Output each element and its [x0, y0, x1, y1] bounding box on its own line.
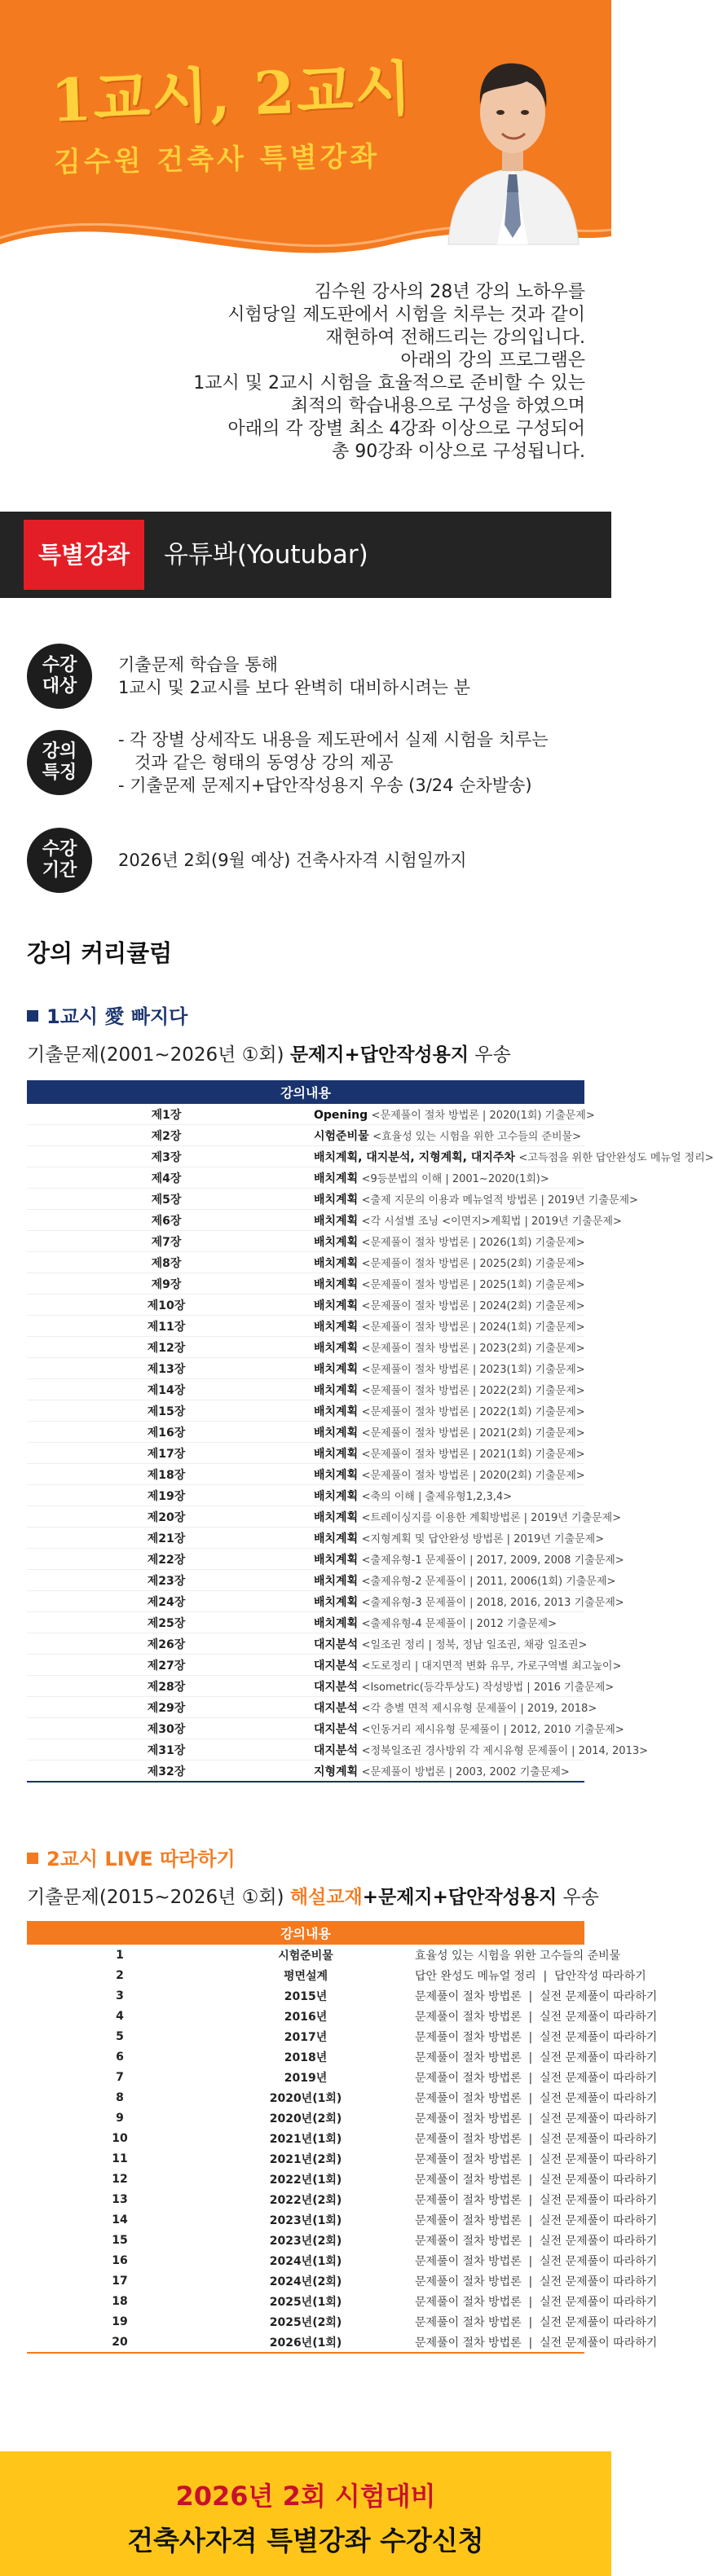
table-row	[27, 1506, 584, 1528]
chapter-detail: <출제 지문의 이용과 메뉴얼적 방법론 | 2019년 기출문제>	[361, 1193, 638, 1207]
lecture-year: 2026년(1회)	[213, 2332, 399, 2353]
chapter-detail: <고득점을 위한 답안완성도 메뉴얼 정리>	[518, 1151, 714, 1164]
lecture-year: 2025년(1회)	[269, 2295, 342, 2309]
table-row	[27, 1633, 584, 1655]
chapter-topic: 시험준비물	[314, 1129, 369, 1143]
chapter-topic: 배치계획	[314, 1595, 359, 1609]
lecture-year: 2022년(1회)	[269, 2173, 342, 2187]
chapter-number: 제17장	[27, 1443, 306, 1464]
chapter-detail: <문제풀이 절차 방법론 | 2022(1회) 기출문제>	[361, 1405, 585, 1418]
chapter-detail: <문제풀이 절차 방법론 | 2020(2회) 기출문제>	[361, 1469, 585, 1482]
chapter-number: 제30장	[27, 1718, 306, 1739]
table-row	[27, 2270, 584, 2291]
lecture-number: 13	[112, 2192, 128, 2206]
chapter-number: 제22장	[27, 1549, 306, 1570]
section2-heading	[27, 1843, 236, 1871]
chapter-number: 제4장	[27, 1167, 306, 1189]
table-row	[27, 1591, 584, 1612]
chapter-content	[306, 1400, 584, 1422]
lecture-content: 문제풀이 절차 방법론 | 실전 문제풀이 따라하기	[415, 2193, 658, 2207]
square-bullet-icon	[27, 1853, 38, 1864]
chapter-number: 제15장	[27, 1400, 306, 1422]
table-row	[27, 1400, 584, 1422]
chapter-number: 제8장	[27, 1252, 306, 1273]
period-label-line: 기간	[42, 860, 77, 881]
chapter-content	[306, 1422, 584, 1443]
lecture-number: 19	[112, 2314, 128, 2328]
table-row	[27, 1612, 584, 1633]
chapter-topic: 배치계획	[314, 1193, 359, 1207]
table-row	[27, 1985, 584, 2006]
intro-line: 1교시 및 2교시 시험을 효율적으로 준비할 수 있는	[193, 373, 585, 393]
lecture-year: 2017년	[284, 2030, 328, 2044]
lecture-number: 12	[112, 2172, 128, 2186]
chapter-topic: 배치계획	[314, 1256, 359, 1270]
chapter-detail: <축의 이해 | 출제유형1,2,3,4>	[361, 1490, 513, 1503]
chapter-number: 제2장	[27, 1125, 306, 1146]
chapter-content	[306, 1295, 584, 1316]
special-course-badge: 특별강좌	[24, 520, 144, 590]
chapter-content	[306, 1231, 584, 1252]
chapter-number: 제29장	[27, 1697, 306, 1718]
table-row	[27, 1570, 584, 1591]
chapter-number: 제18장	[27, 1464, 306, 1485]
lecture-content: 문제풀이 절차 방법론 | 실전 문제풀이 따라하기	[415, 2030, 658, 2044]
lecture-year: 2020년(1회)	[269, 2091, 342, 2105]
chapter-number: 제13장	[27, 1358, 306, 1379]
period-label-line: 수강	[42, 839, 77, 859]
lecture-year: 2024년(1회)	[269, 2254, 342, 2268]
chapter-detail: <9등분법의 이해 | 2001~2020(1회)>	[361, 1172, 549, 1185]
period-text	[118, 849, 607, 872]
chapter-topic: 배치계획	[314, 1299, 359, 1312]
section2-desc-highlight: 해설교재	[289, 1887, 363, 1908]
chapter-content	[306, 1337, 584, 1358]
chapter-detail: <문제풀이 절차 방법론 | 2021(1회) 기출문제>	[361, 1448, 585, 1461]
chapter-detail: <문제풀이 절차 방법론 | 2020(1회) 기출문제>	[371, 1110, 595, 1122]
table-row	[27, 2311, 584, 2332]
table-row	[27, 2046, 584, 2067]
chapter-content	[306, 1210, 622, 1231]
section2-heading-text: 2교시 LIVE 따라하기	[46, 1848, 236, 1870]
chapter-content	[306, 1570, 616, 1591]
lecture-content: 문제풀이 절차 방법론 | 실전 문제풀이 따라하기	[415, 2091, 658, 2105]
lecture-number: 14	[112, 2213, 128, 2227]
enroll-banner-line1: 2026년 2회 시험대비	[175, 2481, 436, 2512]
chapter-content	[306, 1549, 624, 1570]
chapter-detail: <문제풀이 절차 방법론 | 2026(1회) 기출문제>	[361, 1236, 585, 1249]
period-line: 2026년 2회(9월 예상) 건축사자격 시험일까지	[118, 851, 467, 870]
lecture-year: 2019년	[284, 2071, 328, 2085]
chapter-content	[306, 1125, 584, 1146]
chapter-number: 제23장	[27, 1570, 306, 1591]
table-row	[27, 2148, 584, 2169]
chapter-number: 제21장	[27, 1528, 306, 1549]
chapter-number: 제28장	[27, 1676, 306, 1697]
curriculum-title: 강의 커리큘럼	[27, 939, 173, 967]
chapter-topic: 지형계획	[314, 1765, 359, 1778]
lecture-content: 문제풀이 절차 방법론 | 실전 문제풀이 따라하기	[415, 2051, 658, 2064]
table-row	[27, 1655, 584, 1676]
chapter-topic: 대지분석	[314, 1637, 359, 1651]
table-row	[27, 1945, 584, 1965]
intro-line: 시험당일 제도판에서 시험을 치루는 것과 같이	[227, 305, 585, 325]
lecture-number: 20	[27, 2332, 213, 2353]
lecture-year: 2020년(2회)	[269, 2112, 342, 2125]
chapter-detail: <출제유형-4 문제풀이 | 2012 기출문제>	[361, 1617, 557, 1630]
chapter-number: 제27장	[27, 1655, 306, 1676]
chapter-number: 제31장	[27, 1739, 306, 1761]
table-row	[27, 1485, 584, 1506]
lecture-year: 2024년(2회)	[269, 2275, 342, 2288]
chapter-detail: <인동거리 제시유형 문제풀이 | 2012, 2010 기출문제>	[361, 1723, 624, 1736]
lecture-number: 18	[112, 2294, 128, 2308]
chapter-detail: <Isometric(등각투상도) 작성방법 | 2016 기출문제>	[361, 1681, 615, 1694]
table-row	[27, 1295, 584, 1316]
chapter-content	[306, 1189, 638, 1210]
header-subtitle: 김수원 건축사 특별강좌	[53, 140, 381, 179]
square-bullet-icon	[27, 1010, 38, 1022]
chapter-detail: <문제풀이 절차 방법론 | 2024(2회) 기출문제>	[361, 1299, 585, 1312]
special-course-bar	[0, 512, 611, 598]
table-row	[27, 2006, 584, 2026]
intro-line: 최적의 학습내용으로 구성을 하였으며	[290, 396, 585, 416]
chapter-detail: <출제유형-3 문제풀이 | 2018, 2016, 2013 기출문제>	[361, 1596, 624, 1609]
chapter-detail: <문제풀이 절차 방법론 | 2025(2회) 기출문제>	[361, 1257, 585, 1270]
section2-table	[27, 1921, 658, 2354]
table-row	[27, 1337, 584, 1358]
lecture-content: 답안 완성도 메뉴얼 정리 | 답안작성 따라하기	[415, 1969, 646, 1983]
feature-label-line: 특징	[42, 763, 77, 783]
chapter-topic: 배치계획	[314, 1510, 359, 1524]
table-row	[27, 1273, 584, 1295]
lecture-number: 10	[112, 2131, 128, 2145]
table-row	[27, 1464, 584, 1485]
lecture-year: 2018년	[284, 2051, 328, 2064]
lecture-number: 8	[116, 2090, 124, 2104]
table-row	[27, 2087, 584, 2108]
table-row	[27, 2128, 584, 2148]
chapter-topic: 대지분석	[314, 1659, 359, 1673]
chapter-topic: 배치계획	[314, 1468, 359, 1482]
chapter-number: 제9장	[27, 1273, 306, 1295]
table-row	[27, 1125, 584, 1146]
lecture-number: 17	[112, 2274, 128, 2288]
chapter-content	[306, 1167, 584, 1189]
lecture-year: 2015년	[284, 1989, 328, 2003]
feature-label-circle	[27, 730, 92, 795]
table-row	[27, 2067, 584, 2087]
chapter-detail: <문제풀이 절차 방법론 | 2021(2회) 기출문제>	[361, 1426, 585, 1440]
table-row	[27, 1761, 584, 1783]
feature-label-line: 강의	[42, 741, 77, 762]
chapter-topic: 배치계획	[314, 1235, 359, 1249]
table-row	[27, 1443, 584, 1464]
enroll-banner-line2: 건축사자격 특별강좌 수강신청	[127, 2525, 484, 2556]
chapter-content	[306, 1464, 584, 1485]
lecture-number: 16	[112, 2253, 128, 2267]
table-row	[27, 2169, 584, 2189]
chapter-number: 제14장	[27, 1379, 306, 1400]
table-row	[27, 1146, 584, 1167]
chapter-topic: 배치계획	[314, 1277, 359, 1291]
table-row	[27, 1549, 584, 1570]
chapter-content	[306, 1739, 648, 1761]
lecture-year: 2016년	[284, 2010, 328, 2024]
lecture-year: 시험준비물	[278, 1949, 333, 1963]
lecture-number: 6	[116, 2050, 124, 2064]
intro-line: 재현하여 전해드리는 강의입니다.	[325, 327, 585, 348]
table-row	[27, 1379, 584, 1400]
table-row	[27, 2332, 584, 2353]
target-line: 기출문제 학습을 통해	[118, 655, 278, 675]
chapter-topic: 대지분석	[314, 1701, 359, 1715]
chapter-content	[306, 1379, 584, 1400]
header-title: 1교시, 2교시	[49, 53, 415, 135]
chapter-detail: <지형계획 및 답안완성 방법론 | 2019년 기출문제>	[361, 1532, 605, 1545]
lecture-year: 2021년(1회)	[269, 2132, 342, 2146]
period-label-circle	[27, 828, 92, 893]
lecture-content: 문제풀이 절차 방법론 | 실전 문제풀이 따라하기	[415, 2295, 658, 2309]
section1-desc-suffix: 우송	[469, 1044, 511, 1066]
chapter-number: 제26장	[27, 1633, 306, 1655]
intro-line: 아래의 각 장별 최소 4강좌 이상으로 구성되어	[227, 419, 585, 439]
chapter-topic: 배치계획	[314, 1532, 359, 1545]
chapter-content	[306, 1633, 588, 1655]
chapter-content	[306, 1443, 584, 1464]
chapter-topic: 배치계획	[314, 1383, 359, 1397]
chapter-topic: 배치계획	[314, 1574, 359, 1588]
chapter-detail: <문제풀이 절차 방법론 | 2023(2회) 기출문제>	[361, 1342, 585, 1355]
chapter-detail: <문제풀이 절차 방법론 | 2022(2회) 기출문제>	[361, 1384, 585, 1397]
intro-text	[47, 281, 585, 464]
lecture-content: 효율성 있는 시험을 위한 고수들의 준비물	[415, 1949, 621, 1963]
header-banner	[0, 0, 611, 269]
lecture-content: 문제풀이 절차 방법론 | 실전 문제풀이 따라하기	[415, 2132, 658, 2146]
chapter-content	[306, 1273, 584, 1295]
section1-heading-text: 1교시 愛 빠지다	[46, 1005, 188, 1028]
feature-text	[118, 728, 607, 797]
chapter-detail: <출제유형-2 문제풀이 | 2011, 2006(1회) 기출문제>	[361, 1575, 616, 1588]
section1-desc-bold: 문제지+답안작성용지	[289, 1044, 469, 1066]
table-row	[27, 1231, 584, 1252]
table-row	[27, 1718, 584, 1739]
chapter-number: 제5장	[27, 1189, 306, 1210]
chapter-detail: <도로정리 | 대지면적 변화 유무, 가로구역별 최고높이>	[361, 1659, 622, 1673]
chapter-content	[306, 1252, 584, 1273]
lecture-content: 문제풀이 절차 방법론 | 실전 문제풀이 따라하기	[415, 2315, 658, 2329]
lecture-content: 문제풀이 절차 방법론 | 실전 문제풀이 따라하기	[415, 2234, 658, 2248]
intro-line: 김수원 강사의 28년 강의 노하우를	[314, 282, 585, 302]
chapter-detail: <효율성 있는 시험을 위한 고수들의 준비물>	[372, 1130, 582, 1143]
section2-desc-prefix: 기출문제(2015~2026년 ①회)	[27, 1887, 290, 1908]
section2-desc-suffix: 우송	[557, 1887, 599, 1908]
chapter-detail: <문제풀이 절차 방법론 | 2024(1회) 기출문제>	[361, 1321, 585, 1334]
section1-table-header: 강의내용	[27, 1080, 584, 1104]
chapter-content	[306, 1316, 584, 1337]
section1-heading	[27, 1000, 187, 1029]
chapter-topic: Opening	[314, 1109, 368, 1122]
chapter-topic: 배치계획	[314, 1341, 359, 1355]
chapter-topic: 배치계획	[314, 1553, 359, 1567]
chapter-topic: 배치계획	[314, 1320, 359, 1334]
chapter-content	[306, 1718, 624, 1739]
table-row	[27, 2189, 584, 2209]
lecture-content: 문제풀이 절차 방법론 | 실전 문제풀이 따라하기	[415, 2010, 658, 2024]
lecture-year: 평면설계	[283, 1969, 328, 1983]
lecture-number: 3	[116, 1989, 124, 2002]
table-row	[27, 2026, 584, 2046]
table-row	[27, 1965, 584, 1985]
chapter-content	[306, 1104, 595, 1125]
lecture-number: 9	[116, 2111, 124, 2125]
chapter-content	[306, 1655, 622, 1676]
chapter-number: 제11장	[27, 1316, 306, 1337]
table-row	[27, 1676, 584, 1697]
chapter-topic: 대지분석	[314, 1722, 359, 1736]
lecture-year: 2022년(2회)	[269, 2193, 342, 2207]
section1-table	[27, 1080, 714, 1783]
chapter-number: 제6장	[27, 1210, 306, 1231]
table-row	[27, 1422, 584, 1443]
intro-line: 총 90강좌 이상으로 구성됩니다.	[332, 442, 585, 462]
chapter-number: 제32장	[27, 1761, 306, 1783]
lecture-content: 문제풀이 절차 방법론 | 실전 문제풀이 따라하기	[415, 2152, 658, 2166]
table-row	[27, 1528, 584, 1549]
lecture-content: 문제풀이 절차 방법론 | 실전 문제풀이 따라하기	[399, 2332, 584, 2353]
chapter-detail: <문제풀이 방법론 | 2003, 2002 기출문제>	[361, 1765, 570, 1778]
lecture-content: 문제풀이 절차 방법론 | 실전 문제풀이 따라하기	[415, 2173, 658, 2187]
chapter-number: 제20장	[27, 1506, 306, 1528]
chapter-content	[306, 1697, 597, 1718]
table-row	[27, 2209, 584, 2230]
chapter-number: 제7장	[27, 1231, 306, 1252]
chapter-number: 제3장	[27, 1146, 306, 1167]
chapter-content	[306, 1676, 615, 1697]
instructor-portrait	[440, 37, 585, 244]
intro-line: 아래의 강의 프로그램은	[400, 350, 585, 371]
chapter-content	[306, 1528, 605, 1549]
table-row	[27, 2250, 584, 2270]
chapter-topic: 배치계획	[314, 1489, 359, 1503]
chapter-detail: <일조권 정리 | 정북, 정남 일조권, 채광 일조권>	[361, 1638, 588, 1651]
lecture-number: 4	[116, 2009, 124, 2023]
chapter-topic: 배치계획	[314, 1404, 359, 1418]
target-label-line: 대상	[42, 676, 77, 697]
chapter-detail: <각 시설별 조닝 <이면지>계획법 | 2019년 기출문제>	[361, 1215, 622, 1228]
lecture-year: 2023년(1회)	[269, 2213, 342, 2227]
target-label-circle	[27, 644, 92, 709]
chapter-topic: 배치계획, 대지분석, 지형계획, 대지주차	[314, 1150, 515, 1164]
target-text	[118, 653, 607, 699]
chapter-number: 제24장	[27, 1591, 306, 1612]
table-row	[27, 1210, 584, 1231]
table-row	[27, 1358, 584, 1379]
lecture-number: 15	[112, 2233, 128, 2247]
table-row	[27, 1252, 584, 1273]
chapter-topic: 배치계획	[314, 1616, 359, 1630]
feature-line: - 각 장별 상세작도 내용을 제도판에서 실제 시험을 치루는	[118, 730, 549, 750]
chapter-content	[306, 1591, 624, 1612]
chapter-topic: 배치계획	[314, 1172, 359, 1185]
table-row	[27, 1104, 584, 1125]
chapter-content	[306, 1146, 714, 1167]
chapter-detail: <출제유형-1 문제풀이 | 2017, 2009, 2008 기출문제>	[361, 1554, 624, 1567]
table-row	[27, 2291, 584, 2311]
lecture-content: 문제풀이 절차 방법론 | 실전 문제풀이 따라하기	[415, 2213, 658, 2227]
section2-table-body	[27, 1945, 658, 2353]
enroll-banner[interactable]	[0, 2451, 611, 2576]
section2-table-header: 강의내용	[27, 1921, 584, 1945]
chapter-number: 제12장	[27, 1337, 306, 1358]
table-row	[27, 1316, 584, 1337]
chapter-number: 제10장	[27, 1295, 306, 1316]
chapter-detail: <트레이싱지를 이용한 계획방법론 | 2019년 기출문제>	[361, 1511, 622, 1524]
lecture-content: 문제풀이 절차 방법론 | 실전 문제풀이 따라하기	[415, 2112, 658, 2125]
special-course-title: 유튜봐(Youtubar)	[164, 540, 368, 569]
table-row	[27, 1697, 584, 1718]
target-label-line: 수강	[42, 655, 77, 675]
chapter-detail: <문제풀이 절차 방법론 | 2025(1회) 기출문제>	[361, 1278, 585, 1291]
chapter-content	[306, 1761, 584, 1783]
target-line: 1교시 및 2교시를 보다 완벽히 대비하시려는 분	[118, 678, 470, 697]
chapter-topic: 배치계획	[314, 1426, 359, 1440]
chapter-topic: 대지분석	[314, 1680, 359, 1694]
lecture-content: 문제풀이 절차 방법론 | 실전 문제풀이 따라하기	[415, 1989, 658, 2003]
table-row	[27, 1167, 584, 1189]
chapter-number: 제19장	[27, 1485, 306, 1506]
feature-line: 것과 같은 형태의 동영상 강의 제공	[118, 753, 394, 772]
chapter-topic: 대지분석	[314, 1743, 359, 1757]
table-row	[27, 2108, 584, 2128]
lecture-year: 2025년(2회)	[269, 2315, 342, 2329]
section2-desc	[27, 1882, 599, 1909]
feature-line: - 기출문제 문제지+답안작성용지 우송 (3/24 순차발송)	[118, 776, 532, 795]
chapter-content	[306, 1506, 622, 1528]
section1-desc-prefix: 기출문제(2001~2026년 ①회)	[27, 1044, 290, 1066]
section1-desc	[27, 1040, 511, 1066]
chapter-content	[306, 1358, 584, 1379]
chapter-number: 제1장	[27, 1104, 306, 1125]
table-row	[27, 2230, 584, 2250]
lecture-number: 1	[116, 1948, 124, 1962]
chapter-content	[306, 1612, 584, 1633]
lecture-content: 문제풀이 절차 방법론 | 실전 문제풀이 따라하기	[415, 2254, 658, 2268]
lecture-year: 2021년(2회)	[269, 2152, 342, 2166]
section2-desc-bold: +문제지+답안작성용지	[362, 1887, 558, 1908]
lecture-content: 문제풀이 절차 방법론 | 실전 문제풀이 따라하기	[415, 2275, 658, 2288]
lecture-year: 2023년(2회)	[269, 2234, 342, 2248]
lecture-number: 2	[116, 1968, 124, 1982]
chapter-topic: 배치계획	[314, 1447, 359, 1461]
chapter-topic: 배치계획	[314, 1214, 359, 1228]
lecture-number: 7	[116, 2070, 124, 2084]
chapter-detail: <문제풀이 절차 방법론 | 2023(1회) 기출문제>	[361, 1363, 585, 1376]
chapter-content	[306, 1485, 584, 1506]
table-row	[27, 1189, 584, 1210]
lecture-number: 5	[116, 2029, 124, 2043]
table-row	[27, 1739, 584, 1761]
chapter-number: 제25장	[27, 1612, 306, 1633]
chapter-detail: <각 층별 면적 제시유형 문제풀이 | 2019, 2018>	[361, 1702, 597, 1715]
chapter-topic: 배치계획	[314, 1362, 359, 1376]
chapter-detail: <정북일조권 경사방위 각 제시유형 문제풀이 | 2014, 2013>	[361, 1744, 648, 1757]
lecture-content: 문제풀이 절차 방법론 | 실전 문제풀이 따라하기	[415, 2071, 658, 2085]
lecture-number: 11	[112, 2152, 128, 2165]
section1-table-body	[27, 1104, 714, 1782]
chapter-number: 제16장	[27, 1422, 306, 1443]
